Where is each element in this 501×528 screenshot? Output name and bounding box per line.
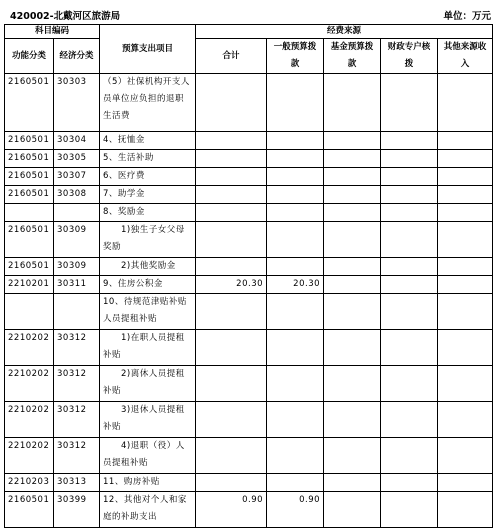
- fund-budget-cell: [324, 276, 381, 294]
- func-class-header: 功能分类: [5, 39, 54, 74]
- item-cell: 10、待规范津贴补贴人员提租补贴: [100, 294, 196, 330]
- other-income-cell: [438, 204, 493, 222]
- item-cell: 8、奖励金: [100, 204, 196, 222]
- table-row: [5, 222, 493, 258]
- item-cell: 6、医疗费: [100, 168, 196, 186]
- general-budget-cell: [267, 204, 324, 222]
- table-row: [5, 186, 493, 204]
- func-code-cell: 2160501: [5, 258, 54, 276]
- fund-budget-cell: [324, 168, 381, 186]
- table-row: [5, 74, 493, 132]
- fiscal-special-header: 财政专户核拨: [381, 39, 438, 74]
- fiscal-special-cell: [381, 294, 438, 330]
- table-row: [5, 366, 493, 402]
- other-income-cell: [438, 132, 493, 150]
- item-cell: 3)退休人员提租补贴: [100, 402, 196, 438]
- econ-code-cell: 30303: [54, 74, 100, 132]
- econ-code-cell: 30309: [54, 258, 100, 276]
- general-budget-cell: [267, 74, 324, 132]
- general-budget-cell: 0.90: [267, 492, 324, 528]
- fund-budget-cell: [324, 330, 381, 366]
- total-cell: [196, 204, 267, 222]
- fund-budget-cell: [324, 258, 381, 276]
- item-cell: 7、助学金: [100, 186, 196, 204]
- total-cell: [196, 168, 267, 186]
- econ-code-cell: 30313: [54, 474, 100, 492]
- func-code-cell: 2160501: [5, 150, 54, 168]
- general-budget-cell: 20.30: [267, 276, 324, 294]
- total-cell: [196, 402, 267, 438]
- fiscal-special-cell: [381, 474, 438, 492]
- other-income-cell: [438, 168, 493, 186]
- func-code-cell: 2210203: [5, 474, 54, 492]
- func-code-cell: 2210202: [5, 366, 54, 402]
- fund-budget-cell: [324, 222, 381, 258]
- fund-budget-header: 基金预算拨款: [324, 39, 381, 74]
- total-cell: [196, 222, 267, 258]
- general-budget-header: 一般预算拨款: [267, 39, 324, 74]
- econ-code-cell: 30305: [54, 150, 100, 168]
- item-cell: 1)独生子女父母奖励: [100, 222, 196, 258]
- fiscal-special-cell: [381, 222, 438, 258]
- fund-budget-cell: [324, 132, 381, 150]
- fund-budget-cell: [324, 402, 381, 438]
- econ-code-cell: 30304: [54, 132, 100, 150]
- general-budget-cell: [267, 258, 324, 276]
- general-budget-cell: [267, 366, 324, 402]
- other-income-cell: [438, 276, 493, 294]
- table-row: [5, 474, 493, 492]
- total-cell: [196, 474, 267, 492]
- general-budget-cell: [267, 294, 324, 330]
- total-cell: [196, 330, 267, 366]
- organization-name: 420002-北戴河区旅游局: [10, 11, 121, 22]
- econ-code-cell: 30309: [54, 222, 100, 258]
- table-row: [5, 258, 493, 276]
- other-income-cell: [438, 222, 493, 258]
- item-cell: 4、抚恤金: [100, 132, 196, 150]
- general-budget-cell: [267, 132, 324, 150]
- item-cell: （5）社保机构开支人员单位应负担的退职生活费: [100, 74, 196, 132]
- func-code-cell: 2160501: [5, 74, 54, 132]
- fund-budget-cell: [324, 474, 381, 492]
- fiscal-special-cell: [381, 438, 438, 474]
- fiscal-special-cell: [381, 150, 438, 168]
- total-cell: [196, 186, 267, 204]
- fund-budget-cell: [324, 204, 381, 222]
- func-code-cell: 2210202: [5, 438, 54, 474]
- table-row: [5, 150, 493, 168]
- total-header: 合计: [196, 39, 267, 74]
- fiscal-special-cell: [381, 258, 438, 276]
- func-code-cell: 2160501: [5, 132, 54, 150]
- item-cell: 1)在职人员提租补贴: [100, 330, 196, 366]
- other-income-cell: [438, 330, 493, 366]
- fund-budget-cell: [324, 186, 381, 204]
- func-code-cell: 2160501: [5, 492, 54, 528]
- total-cell: 20.30: [196, 276, 267, 294]
- total-cell: [196, 366, 267, 402]
- econ-code-cell: [54, 294, 100, 330]
- total-cell: [196, 132, 267, 150]
- subject-code-header: 科目编码: [5, 25, 100, 39]
- table-row: [5, 276, 493, 294]
- func-code-cell: [5, 294, 54, 330]
- total-cell: [196, 258, 267, 276]
- item-cell: 2)其他奖励金: [100, 258, 196, 276]
- table-row: [5, 294, 493, 330]
- econ-code-cell: 30311: [54, 276, 100, 294]
- other-income-cell: [438, 402, 493, 438]
- econ-class-header: 经济分类: [54, 39, 100, 74]
- total-cell: [196, 150, 267, 168]
- fund-budget-cell: [324, 366, 381, 402]
- total-cell: 0.90: [196, 492, 267, 528]
- general-budget-cell: [267, 186, 324, 204]
- item-cell: 12、其他对个人和家庭的补助支出: [100, 492, 196, 528]
- other-income-cell: [438, 294, 493, 330]
- fund-budget-cell: [324, 150, 381, 168]
- fund-budget-cell: [324, 294, 381, 330]
- general-budget-cell: [267, 438, 324, 474]
- func-code-cell: [5, 204, 54, 222]
- econ-code-cell: [54, 204, 100, 222]
- total-cell: [196, 438, 267, 474]
- fiscal-special-cell: [381, 366, 438, 402]
- func-code-cell: 2160501: [5, 168, 54, 186]
- func-code-cell: 2210202: [5, 402, 54, 438]
- func-code-cell: 2210201: [5, 276, 54, 294]
- fiscal-special-cell: [381, 330, 438, 366]
- general-budget-cell: [267, 402, 324, 438]
- econ-code-cell: 30312: [54, 330, 100, 366]
- item-header: 预算支出项目: [100, 25, 196, 74]
- general-budget-cell: [267, 150, 324, 168]
- other-income-cell: [438, 186, 493, 204]
- fiscal-special-cell: [381, 402, 438, 438]
- table-row: [5, 168, 493, 186]
- fiscal-special-cell: [381, 74, 438, 132]
- econ-code-cell: 30308: [54, 186, 100, 204]
- general-budget-cell: [267, 474, 324, 492]
- func-code-cell: 2210202: [5, 330, 54, 366]
- item-cell: 9、住房公积金: [100, 276, 196, 294]
- econ-code-cell: 30399: [54, 492, 100, 528]
- general-budget-cell: [267, 168, 324, 186]
- other-income-cell: [438, 438, 493, 474]
- item-cell: 4)退职（役）人员提租补贴: [100, 438, 196, 474]
- other-income-cell: [438, 366, 493, 402]
- budget-table: [4, 24, 493, 528]
- fiscal-special-cell: [381, 168, 438, 186]
- table-row: [5, 492, 493, 528]
- fiscal-special-cell: [381, 186, 438, 204]
- func-code-cell: 2160501: [5, 222, 54, 258]
- other-income-cell: [438, 150, 493, 168]
- other-income-cell: [438, 74, 493, 132]
- total-cell: [196, 294, 267, 330]
- fiscal-special-cell: [381, 276, 438, 294]
- table-row: [5, 438, 493, 474]
- econ-code-cell: 30307: [54, 168, 100, 186]
- fund-budget-cell: [324, 492, 381, 528]
- table-row: [5, 330, 493, 366]
- other-income-cell: [438, 474, 493, 492]
- other-income-header: 其他来源收入: [438, 39, 493, 74]
- fiscal-special-cell: [381, 204, 438, 222]
- funding-source-header: 经费来源: [196, 25, 493, 39]
- econ-code-cell: 30312: [54, 402, 100, 438]
- item-cell: 5、生活补助: [100, 150, 196, 168]
- unit-label: 单位：万元: [443, 11, 491, 22]
- total-cell: [196, 74, 267, 132]
- fund-budget-cell: [324, 74, 381, 132]
- table-row: [5, 204, 493, 222]
- general-budget-cell: [267, 330, 324, 366]
- general-budget-cell: [267, 222, 324, 258]
- item-cell: 11、购房补贴: [100, 474, 196, 492]
- other-income-cell: [438, 492, 493, 528]
- report-header: [10, 8, 491, 22]
- econ-code-cell: 30312: [54, 438, 100, 474]
- fiscal-special-cell: [381, 492, 438, 528]
- econ-code-cell: 30312: [54, 366, 100, 402]
- table-row: [5, 132, 493, 150]
- other-income-cell: [438, 258, 493, 276]
- table-row: [5, 402, 493, 438]
- func-code-cell: 2160501: [5, 186, 54, 204]
- fiscal-special-cell: [381, 132, 438, 150]
- fund-budget-cell: [324, 438, 381, 474]
- item-cell: 2)离休人员提租补贴: [100, 366, 196, 402]
